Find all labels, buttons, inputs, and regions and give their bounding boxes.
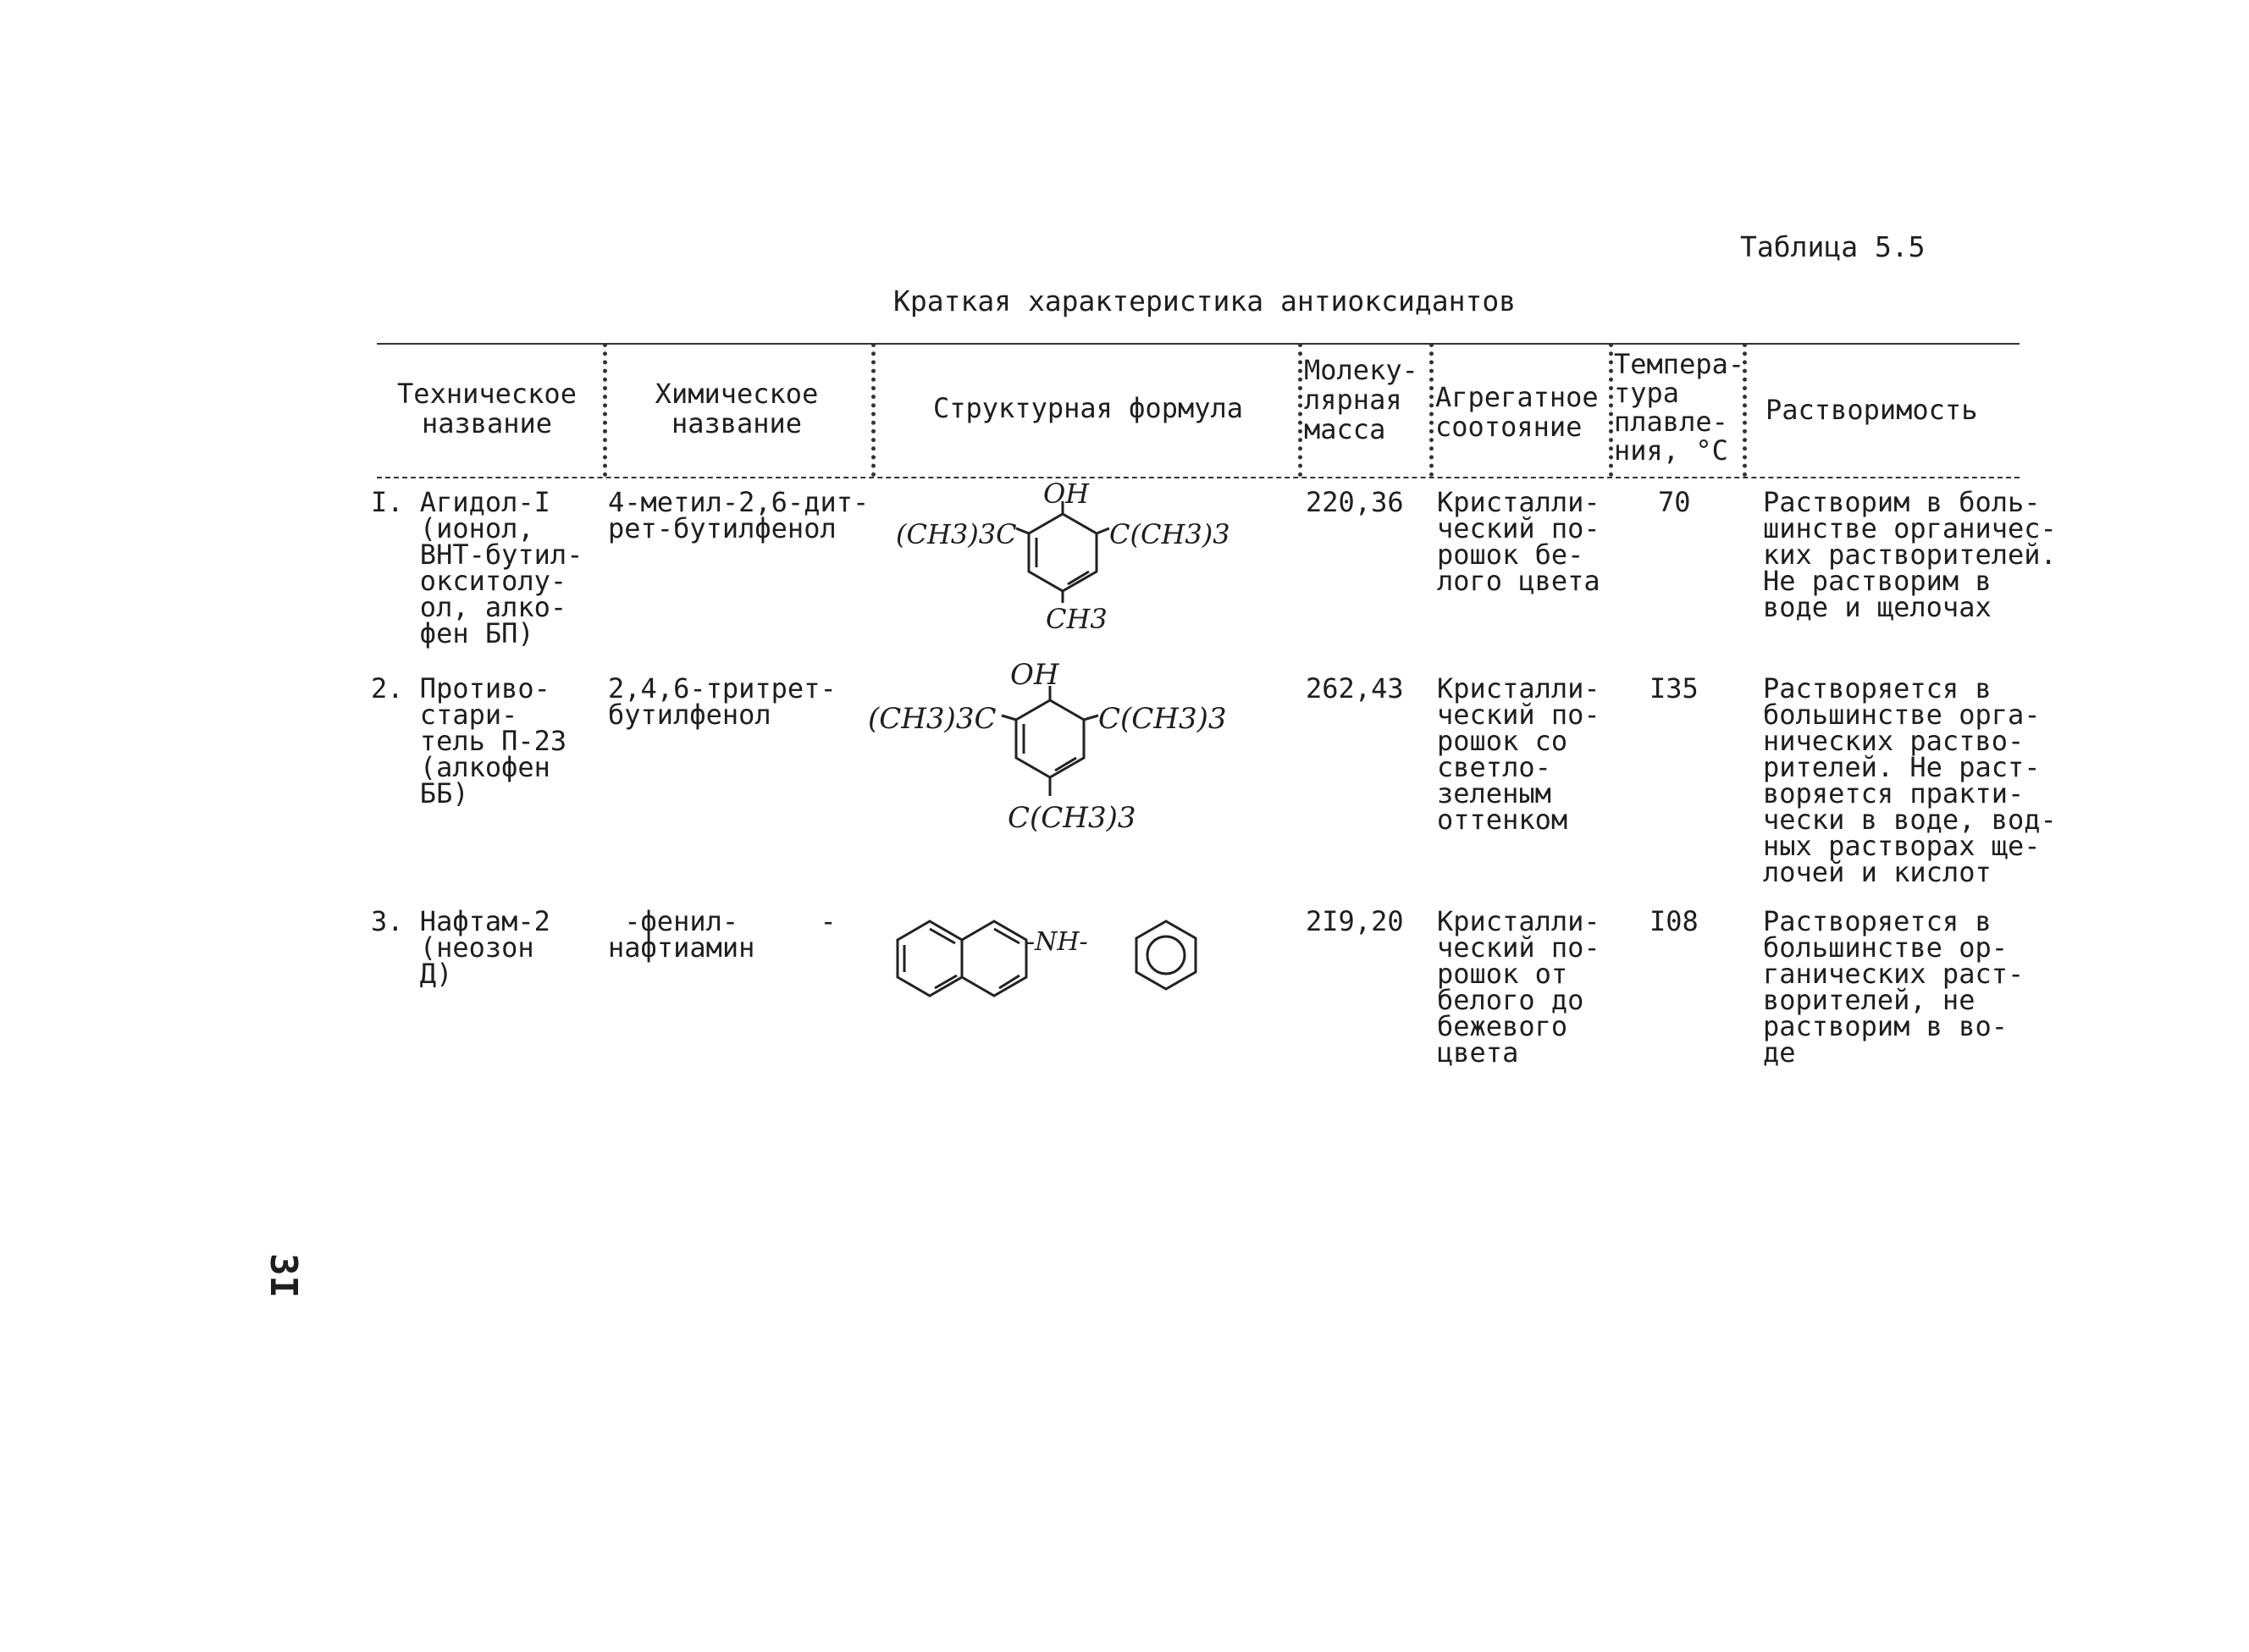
row1-formula-right: C(CH3)3 bbox=[1109, 518, 1230, 550]
row2-structural-formula bbox=[868, 660, 1241, 855]
row3-mol-mass: 2I9,20 bbox=[1306, 905, 1404, 937]
header-mol-mass: Молеку- лярная масса bbox=[1304, 354, 1418, 445]
col-separator bbox=[603, 343, 607, 477]
row3-tech-name: 3. Нафтам-2 (неозон Д) bbox=[371, 905, 550, 990]
row3-solubility: Растворяется в большинстве ор- ганических раст- ворителей, не растворим в во- де bbox=[1763, 905, 2025, 1069]
row1-state: Кристалли- ческий по- рошок бе- лого цвета bbox=[1437, 486, 1600, 597]
row2-formula-oh: OH bbox=[1010, 658, 1059, 692]
row1-formula-oh: OH bbox=[1043, 478, 1090, 510]
row2-formula-left: (CH3)3C bbox=[868, 702, 997, 736]
page-number: 3I bbox=[262, 1253, 305, 1298]
row3-chem-name: -фенил- - нафтиамин bbox=[608, 905, 837, 964]
row2-melt-temp: I35 bbox=[1649, 672, 1699, 704]
row1-tech-name: I. Агидол-I (ионол, ВНТ-бутил- окситолу- ол, алко- фен БП) bbox=[371, 486, 583, 649]
row2-tech-name: 2. Противо- стари- тель П-23 (алкофен ББ) bbox=[371, 672, 567, 809]
table-top-rule bbox=[377, 343, 2020, 345]
col-separator bbox=[871, 343, 876, 477]
table-caption: Краткая характеристика антиоксидантов bbox=[893, 285, 1517, 318]
row3-melt-temp: I08 bbox=[1649, 905, 1699, 937]
header-tech-name: Техническое название bbox=[397, 378, 577, 439]
header-chem-name: Химическое название bbox=[655, 378, 819, 439]
header-state: Агрегатное соотояние bbox=[1435, 381, 1599, 443]
row1-chem-name: 4-метил-2,6-дит- рет-бутилфенол bbox=[608, 486, 870, 544]
col-separator bbox=[1609, 343, 1613, 477]
header-solubility: Растворимость bbox=[1765, 394, 1978, 426]
row2-mol-mass: 262,43 bbox=[1306, 672, 1404, 704]
row2-formula-bottom: C(CH3)3 bbox=[1008, 801, 1136, 835]
row2-chem-name: 2,4,6-тритрет- бутилфенол bbox=[608, 672, 837, 731]
header-bottom-rule bbox=[377, 477, 2020, 478]
row2-solubility: Растворяется в большинстве орга- нических раство- рителей. Не раст- воряется практи- чески в воде, вод- ных растворах ще- лочей и кислот bbox=[1763, 672, 2057, 888]
row3-structural-formula bbox=[889, 898, 1228, 1016]
row2-formula-right: C(CH3)3 bbox=[1098, 702, 1227, 736]
row1-formula-left: (CH3)3C bbox=[896, 518, 1017, 550]
row2-state: Кристалли- ческий по- рошок со светло- зеленым оттенком bbox=[1437, 672, 1600, 836]
header-melt-temp: Темпера- тура плавле- ния, °C bbox=[1614, 348, 1745, 467]
row3-formula-link: -NH- bbox=[1026, 927, 1088, 957]
row3-state: Кристалли- ческий по- рошок от белого до бежевого цвета bbox=[1437, 905, 1600, 1069]
row1-mol-mass: 220,36 bbox=[1306, 486, 1404, 518]
row1-melt-temp: 70 bbox=[1658, 486, 1691, 518]
header-formula: Структурная формула bbox=[932, 392, 1244, 424]
row1-structural-formula bbox=[881, 478, 1236, 654]
row1-solubility: Растворим в боль- шинстве органичес- ких растворителей. Не растворим в воде и щелочах bbox=[1763, 486, 2057, 623]
col-separator bbox=[1298, 343, 1302, 477]
table-number: Таблица 5.5 bbox=[1740, 230, 1926, 263]
row1-formula-bottom: CH3 bbox=[1046, 603, 1108, 635]
